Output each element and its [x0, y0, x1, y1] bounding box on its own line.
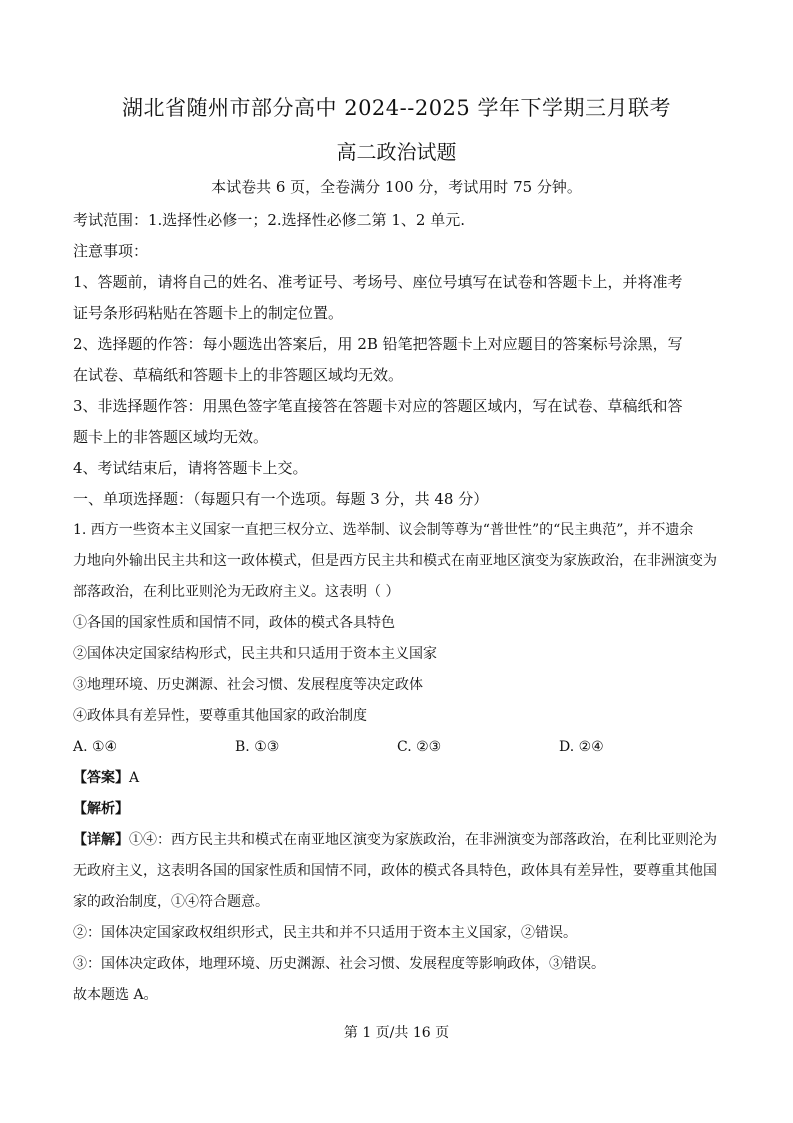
statement-3: ③地理环境、历史渊源、社会习惯、发展程度等决定政体: [73, 677, 423, 693]
question-stem-line-1: 1. 西方一些资本主义国家一直把三权分立、选举制、议会制等尊为“普世性”的“民主典范”，并不遗余: [73, 522, 694, 538]
section-heading: 一、单项选择题：（每题只有一个选项。每题 3 分，共 48 分）: [73, 490, 489, 508]
detail-text-1: ①④：西方民主共和模式在南亚地区演变为家族政治，在非洲演变为部落政治，在利比亚则沦为: [129, 832, 717, 848]
answer-value: A: [129, 770, 140, 786]
exam-info: 本试卷共 6 页，全卷满分 100 分，考试用时 75 分钟。: [211, 178, 582, 196]
exam-scope: 考试范围：1.选择性必修一；2.选择性必修二第 1、2 单元.: [73, 211, 466, 229]
notice-item-2a: 2、选择题的作答：每小题选出答案后，用 2B 铅笔把答题卡上对应题目的答案标号涂黑，写: [73, 335, 683, 353]
notice-item-4: 4、考试结束后，请将答题卡上交。: [73, 459, 308, 477]
detail-line-3: 家的政治制度，①④符合题意。: [73, 894, 269, 910]
notice-heading: 注意事项：: [73, 242, 149, 260]
notice-item-1a: 1、答题前，请将自己的姓名、准考证号、考场号、座位号填写在试卷和答题卡上，并将准考: [73, 273, 683, 291]
answer-options: [73, 732, 721, 763]
statement-2: ②国体决定国家结构形式，民主共和只适用于资本主义国家: [73, 646, 437, 662]
question-stem-line-3: 部落政治，在利比亚则沦为无政府主义。这表明（ ）: [73, 584, 400, 600]
question-stem-line-2: 力地向外输出民主共和这一政体模式，但是西方民主共和模式在南亚地区演变为家族政治，在非洲演变为: [73, 553, 717, 569]
option-d: D. ②④: [559, 739, 604, 755]
statement-4: ④政体具有差异性，要尊重其他国家的政治制度: [73, 708, 367, 724]
detail-line-4: ②：国体决定国家政权组织形式，民主共和并不只适用于资本主义国家，②错误。: [73, 925, 577, 941]
analysis-tag: 【解析】: [73, 801, 129, 817]
exam-body: [73, 205, 721, 1011]
detail-line-1: [73, 825, 721, 856]
notice-item-1b: 证号条形码粘贴在答题卡上的制定位置。: [73, 304, 344, 322]
notice-item-3a: 3、非选择题作答：用黑色签字笔直接答在答题卡对应的答题区域内，写在试卷、草稿纸和答: [73, 397, 683, 415]
notice-item-2b: 在试卷、草稿纸和答题卡上的非答题区域均无效。: [73, 366, 404, 384]
answer-tag: 【答案】: [73, 770, 129, 786]
analysis-line: [73, 794, 721, 825]
exam-subtitle: 高二政治试题: [336, 140, 457, 164]
answer-line: [73, 763, 721, 794]
option-c: C. ②③: [397, 739, 442, 755]
option-a: A. ①④: [73, 739, 118, 755]
option-b: B. ①③: [235, 739, 280, 755]
detail-tag: 【详解】: [73, 832, 129, 848]
conclusion-line: 故本题选 A。: [73, 987, 158, 1003]
detail-line-5: ③：国体决定政体，地理环境、历史渊源、社会习惯、发展程度等影响政体，③错误。: [73, 956, 605, 972]
statement-1: ①各国的国家性质和国情不同，政体的模式各具特色: [73, 615, 395, 631]
notice-item-3b: 题卡上的非答题区域均无效。: [73, 428, 269, 446]
detail-line-2: 无政府主义，这表明各国的国家性质和国情不同，政体的模式各具特色，政体具有差异性，要尊重其他国: [73, 863, 717, 879]
page-footer: 第 1 页/共 16 页: [343, 1025, 450, 1041]
exam-title: 湖北省随州市部分高中 2024--2025 学年下学期三月联考: [122, 96, 671, 120]
